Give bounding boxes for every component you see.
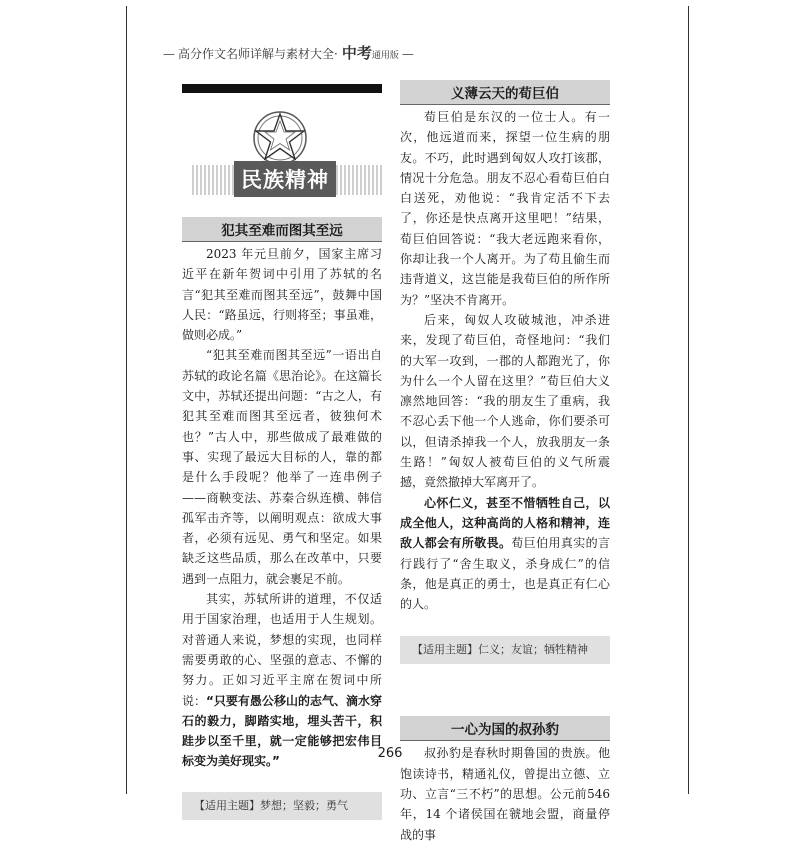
paragraph: 荀巨伯是东汉的一位士人。有一次，他远道而来，探望一位生病的朋友。不巧，此时遇到匈奴人攻打该郡，情况十分危急。朋友不忍心看荀巨伯白白送死，劝他说：“我肯定活不下去了，你还是快点离开这里吧！”结果，荀巨伯回答说：“我大老远跑来看你，你却让我一个人离开。为了苟且偷生而违背道义，这岂能是我荀巨伯的所作所为？”坚决不肯离开。 — [400, 110, 610, 307]
right-column — [400, 80, 610, 845]
section-title: 民族精神 — [234, 161, 336, 197]
left-column — [182, 84, 382, 820]
page-number: 266 — [377, 746, 403, 761]
paragraph: 后来，匈奴人攻破城池，冲杀进来，发现了荀巨伯，奇怪地问：“我们的大军一攻到，一郡的人都跑光了，你为什么一个人留在这里？”荀巨伯大义凛然地回答：“我的朋友生了重病，我不忍心丢下他一个人逃命，你们要杀可以，但请杀掉我一个人，放我朋友一条生路！”匈奴人被荀巨伯的义气所震撼，竟然撤掉大军离开了。 — [400, 312, 610, 490]
bold-lead: 心怀仁义，甚至不惜牺牲自己，以成全他人，这种高尚的人格和精神，连敌人都会有所敬畏。 — [400, 495, 610, 551]
paragraph: “犯其至难而图其至远”一语出自苏轼的政论名篇《思治论》。在这篇长文中，苏轼还提出问题：“古之人，有犯其至难而图其至远者，彼独何术也？”古人中，那些做成了最难做的事、实现了最远大目标的人，靠的都是什么手段呢？他举了一连串例子——商鞅变法、苏秦合纵连横、韩信孤军击齐等，以阐明观点：欲成大事者，必须有远见、勇气和坚定。如果缺乏这些品质，那么在改革中，只要遇到一点阻力，就会裹足不前。 — [182, 348, 382, 586]
paragraph: 其实，苏轼所讲的道理，不仅适用于国家治理，也适用于人生规划。对普通人来说，梦想的实现，也同样需要勇敢的心、坚强的意志、不懈的努力。正如习近平主席在贺词中所说：“只要有愚公移山的志气、滴水穿石的毅力，脚踏实地，埋头苦干，积跬步以至千里，就一定能够把宏伟目标变为美好现实。” — [182, 592, 382, 769]
paragraph: 叔孙豹是春秋时期鲁国的贵族。他饱读诗书，精通礼仪，曾提出立德、立功、立言“三不朽”的思想。公元前546 年，14 个诸侯国在虢地会盟，商量停战的事 — [400, 746, 610, 842]
star-icon — [250, 107, 310, 167]
article-title: 义薄云天的荀巨伯 — [400, 80, 610, 105]
paragraph: 心怀仁义，甚至不惜牺牲自己，以成全他人，这种高尚的人格和精神，连敌人都会有所敬畏。荀巨伯用真实的言行践行了“舍生取义，杀身成仁”的信条，他是真正的勇士，也是真正有仁心的人。 — [400, 495, 610, 612]
topic-box: 【适用主题】梦想；坚毅；勇气 — [182, 792, 382, 820]
series-name: 中考 — [341, 44, 372, 62]
article-title: 一心为国的叔孙豹 — [400, 716, 610, 741]
book-title: 高分作文名师详解与素材大全· — [178, 47, 338, 61]
article-title: 犯其至难而图其至远 — [182, 217, 382, 242]
section-emblem — [182, 107, 382, 192]
section-bar — [182, 84, 382, 93]
paragraph: 2023 年元旦前夕，国家主席习近平在新年贺词中引用了苏轼的名言“犯其至难而图其至远”，鼓舞中国人民：“路虽远，行则将至；事虽难，做则必成。” — [182, 247, 382, 343]
topic-box: 【适用主题】仁义；友谊；牺牲精神 — [400, 636, 610, 664]
edition-label: 通用版 — [371, 51, 399, 61]
bold-quote: “只要有愚公移山的志气、滴水穿石的毅力，脚踏实地，埋头苦干，积跬步以至千里，就一定能够把宏伟目标变为美好现实。” — [182, 693, 382, 769]
running-header: — 高分作文名师详解与素材大全· 中考 通用版 — — [163, 44, 414, 62]
